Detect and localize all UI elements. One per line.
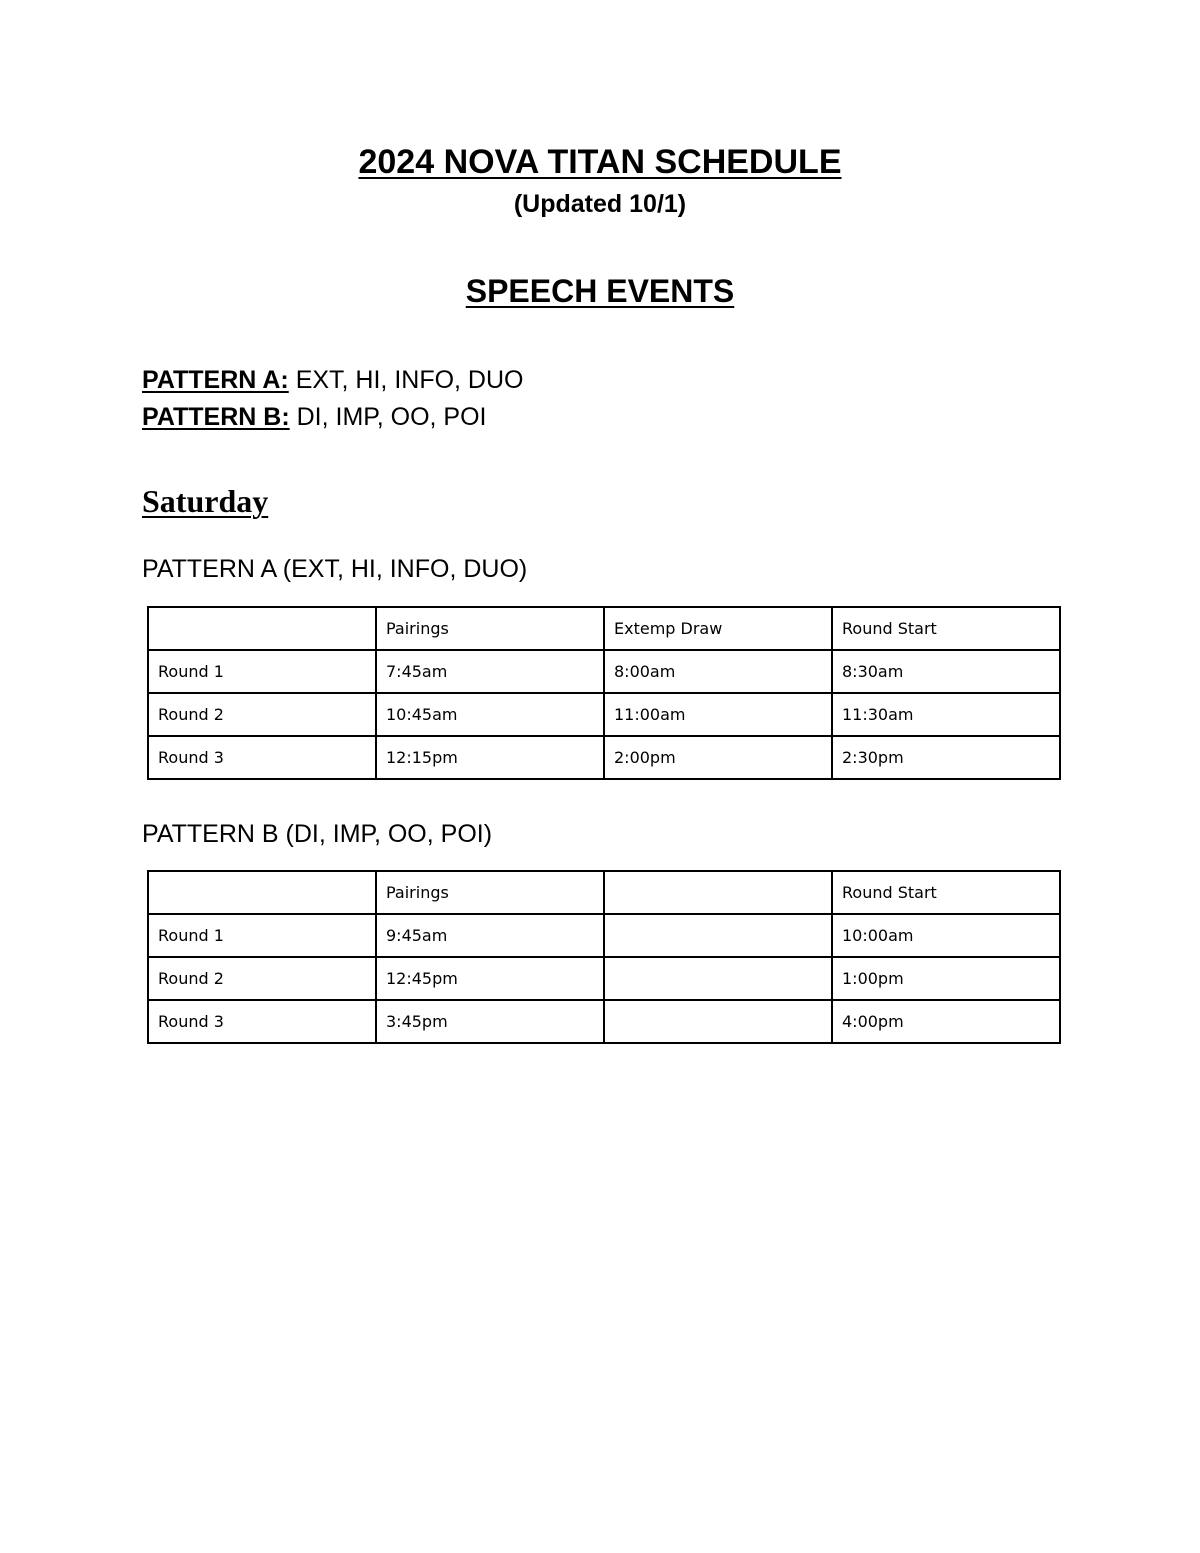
header-cell: Round Start bbox=[832, 607, 1060, 650]
pairings-cell: 12:45pm bbox=[376, 957, 604, 1000]
round-start-cell: 8:30am bbox=[832, 650, 1060, 693]
round-start-cell: 4:00pm bbox=[832, 1000, 1060, 1043]
round-cell: Round 3 bbox=[148, 736, 376, 779]
table-row bbox=[148, 914, 1060, 957]
pattern-a-schedule-table bbox=[147, 606, 1061, 780]
table-row bbox=[148, 1000, 1060, 1043]
table-header-row bbox=[148, 871, 1060, 914]
round-cell: Round 3 bbox=[148, 1000, 376, 1043]
table-header-row bbox=[148, 607, 1060, 650]
pattern-b-table-caption: PATTERN B (DI, IMP, OO, POI) bbox=[142, 820, 493, 848]
empty-cell bbox=[604, 957, 832, 1000]
header-cell bbox=[604, 871, 832, 914]
round-start-cell: 11:30am bbox=[832, 693, 1060, 736]
extemp-draw-cell: 11:00am bbox=[604, 693, 832, 736]
header-cell bbox=[148, 871, 376, 914]
pattern-a-line bbox=[142, 364, 524, 396]
extemp-draw-cell: 2:00pm bbox=[604, 736, 832, 779]
pattern-b-schedule-table bbox=[147, 870, 1061, 1044]
pairings-cell: 3:45pm bbox=[376, 1000, 604, 1043]
empty-cell bbox=[604, 1000, 832, 1043]
table-row bbox=[148, 736, 1060, 779]
section-heading: SPEECH EVENTS bbox=[465, 273, 735, 309]
pairings-cell: 10:45am bbox=[376, 693, 604, 736]
empty-cell bbox=[604, 914, 832, 957]
header-cell: Pairings bbox=[376, 871, 604, 914]
header-cell: Extemp Draw bbox=[604, 607, 832, 650]
pattern-b-events: DI, IMP, OO, POI bbox=[289, 403, 487, 431]
round-start-cell: 10:00am bbox=[832, 914, 1060, 957]
round-cell: Round 1 bbox=[148, 914, 376, 957]
header-cell: Round Start bbox=[832, 871, 1060, 914]
round-cell: Round 2 bbox=[148, 693, 376, 736]
pattern-b-label: PATTERN B: bbox=[142, 403, 290, 431]
round-start-cell: 2:30pm bbox=[832, 736, 1060, 779]
round-start-cell: 1:00pm bbox=[832, 957, 1060, 1000]
round-cell: Round 1 bbox=[148, 650, 376, 693]
pairings-cell: 12:15pm bbox=[376, 736, 604, 779]
updated-date: (Updated 10/1) bbox=[513, 190, 687, 218]
pairings-cell: 9:45am bbox=[376, 914, 604, 957]
page-title: 2024 NOVA TITAN SCHEDULE bbox=[358, 143, 842, 181]
table-row bbox=[148, 957, 1060, 1000]
day-heading: Saturday bbox=[142, 483, 269, 519]
pattern-a-table-caption: PATTERN A (EXT, HI, INFO, DUO) bbox=[142, 555, 528, 583]
pattern-a-events: EXT, HI, INFO, DUO bbox=[288, 366, 524, 394]
pattern-a-label: PATTERN A: bbox=[142, 366, 289, 394]
header-cell: Pairings bbox=[376, 607, 604, 650]
pattern-b-line bbox=[142, 401, 486, 433]
pairings-cell: 7:45am bbox=[376, 650, 604, 693]
extemp-draw-cell: 8:00am bbox=[604, 650, 832, 693]
table-row bbox=[148, 650, 1060, 693]
header-cell bbox=[148, 607, 376, 650]
round-cell: Round 2 bbox=[148, 957, 376, 1000]
table-row bbox=[148, 693, 1060, 736]
